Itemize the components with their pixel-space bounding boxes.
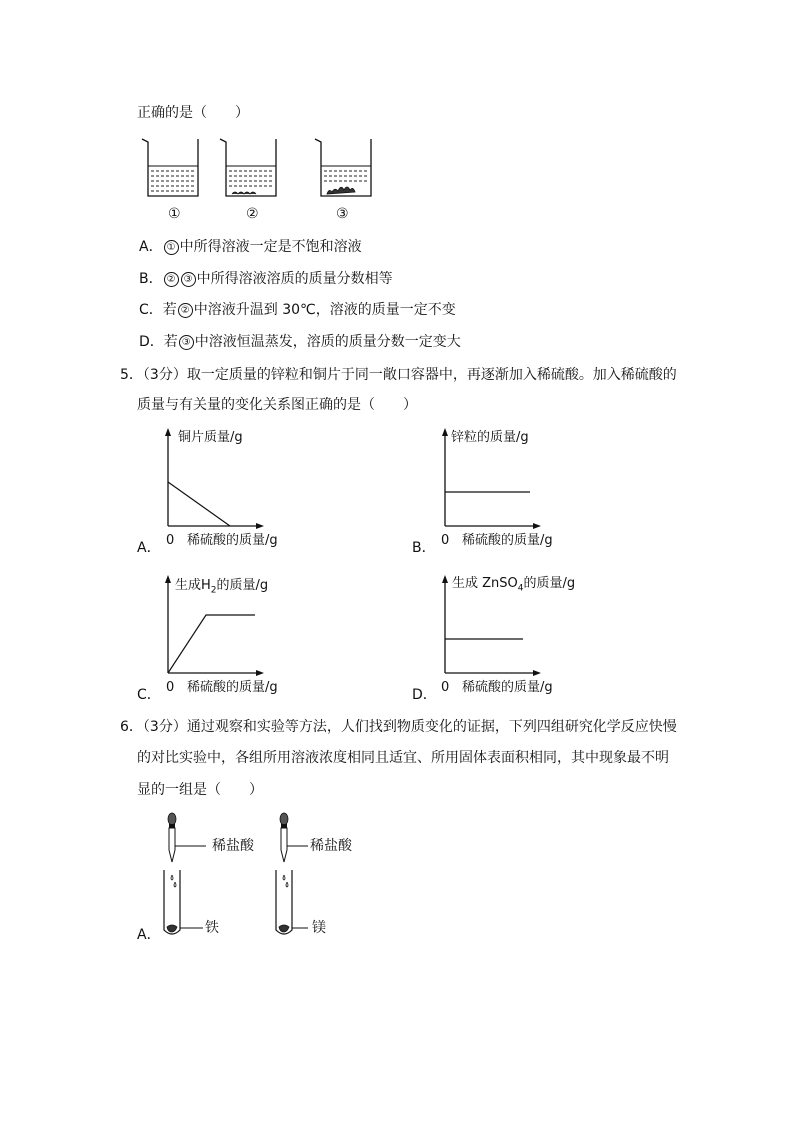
graph-a-origin: 0 [166,533,175,548]
q4-option-b[interactable]: B． ② ③ 中所得溶液溶质的质量分数相等 [139,271,393,287]
beaker-1 [140,136,204,200]
dropper-tube-1 [158,812,208,942]
q5-option-d[interactable]: D． [412,687,437,703]
q5-option-c[interactable]: C． [137,687,161,703]
graph-d-origin: 0 [441,680,450,695]
tube-1-reagent-label: 稀盐酸 [212,838,254,854]
beaker-2 [218,136,282,200]
graph-c-ylabel: 生成$H_2$的质量/g [175,578,269,596]
q5-option-a[interactable]: A． [137,540,161,556]
q6-stem-line1: 6．（3分）通过观察和实验等方法，人们找到物质变化的证据，下列四组研究化学反应快慢 [120,719,677,735]
graph-a-ylabel: 铜片质量/g [178,430,243,445]
q6-option-a[interactable]: A． [137,927,161,943]
q4-stem-tail: 正确的是（ ） [137,105,249,121]
graph-b-ylabel: 锌粒的质量/g [451,430,529,445]
q4-option-d[interactable]: D．若 ③ 中溶液恒温蒸发，溶质的质量分数一定变大 [139,334,461,350]
tube-2-metal-label: 镁 [312,920,326,936]
q6-stem-line3: 显的一组是（ ） [137,782,263,798]
q4-option-c[interactable]: C．若 ② 中溶液升温到 30℃，溶液的质量一定不变 [139,302,456,318]
graph-c-origin: 0 [166,680,175,695]
graph-b-xlabel: 稀硫酸的质量/g [462,533,553,548]
tube-1-metal-label: 铁 [205,920,219,936]
q5-option-b[interactable]: B． [412,540,436,556]
graph-b-origin: 0 [441,533,450,548]
graph-d-xlabel: 稀硫酸的质量/g [462,680,553,695]
beaker-3 [313,136,377,200]
q4-option-a[interactable]: A． ① 中所得溶液一定是不饱和溶液 [139,239,362,255]
graph-a-xlabel: 稀硫酸的质量/g [187,533,278,548]
q6-stem-line2: 的对比实验中，各组所用溶液浓度相同且适宜、所用固体表面积相同，其中现象最不明 [137,750,669,766]
graph-d-ylabel: 生成 ZnSO$_4$的质量/g [452,576,576,594]
q5-stem-line1: 5．（3分）取一定质量的锌粒和铜片于同一敞口容器中，再逐渐加入稀硫酸。加入稀硫酸的 [120,367,677,383]
beaker-2-label: ② [246,206,259,222]
tube-2-reagent-label: 稀盐酸 [310,838,352,854]
q5-stem-line2: 质量与有关量的变化关系图正确的是（ ） [137,397,417,413]
graph-c-xlabel: 稀硫酸的质量/g [187,680,278,695]
beaker-3-label: ③ [336,206,349,222]
beaker-1-label: ① [168,206,181,222]
